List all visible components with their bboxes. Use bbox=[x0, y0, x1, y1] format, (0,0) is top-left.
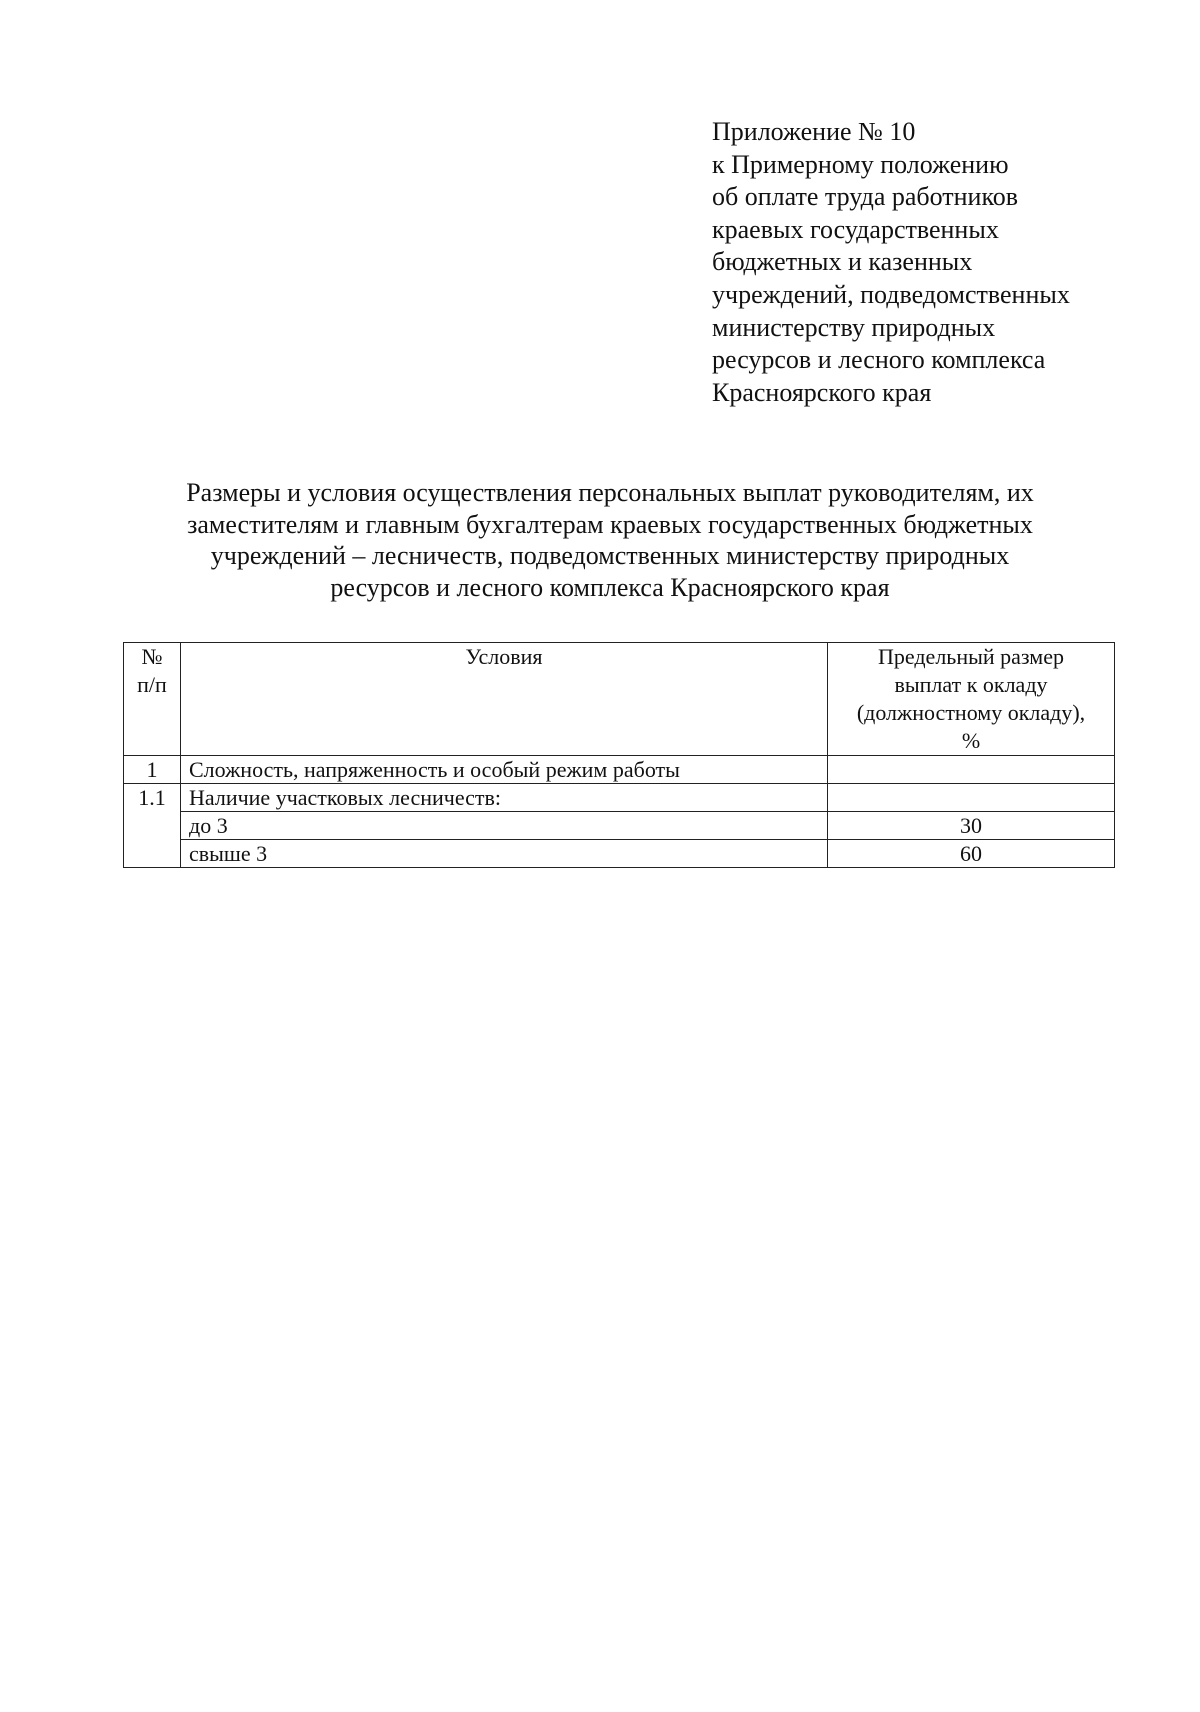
appendix-line: краевых государственных bbox=[712, 214, 999, 244]
table-row bbox=[124, 756, 1115, 784]
row-condition: Наличие участковых лесничеств: bbox=[181, 784, 828, 812]
payments-table bbox=[123, 642, 1115, 868]
row-limit bbox=[828, 784, 1115, 812]
row-condition: до 3 bbox=[181, 812, 828, 840]
title-line: заместителям и главным бухгалтерам краевых государственных бюджетных bbox=[187, 509, 1033, 539]
table-row bbox=[124, 840, 1115, 868]
header-conditions: Условия bbox=[181, 643, 828, 756]
table-row bbox=[124, 812, 1115, 840]
appendix-block bbox=[712, 116, 1132, 409]
row-limit: 30 bbox=[828, 812, 1115, 840]
appendix-line: бюджетных и казенных bbox=[712, 247, 973, 277]
appendix-line: учреждений, подведомственных bbox=[712, 279, 1070, 309]
row-condition: свыше 3 bbox=[181, 840, 828, 868]
header-number: № п/п bbox=[124, 643, 181, 756]
appendix-line: об оплате труда работников bbox=[712, 182, 1019, 212]
table-header-row bbox=[124, 643, 1115, 756]
title-line: учреждений – лесничеств, подведомственных министерству природных bbox=[210, 541, 1010, 570]
title-line: ресурсов и лесного комплекса Красноярского края bbox=[330, 572, 890, 602]
appendix-line: ресурсов и лесного комплекса bbox=[712, 345, 1046, 375]
row-limit: 60 bbox=[828, 840, 1115, 868]
row-condition: Сложность, напряженность и особый режим работы bbox=[181, 756, 828, 784]
appendix-line: министерству природных bbox=[712, 312, 996, 342]
header-limit: Предельный размер выплат к окладу (должностному окладу), % bbox=[828, 643, 1115, 756]
appendix-line: к Примерному положению bbox=[712, 149, 1009, 179]
title-line: Размеры и условия осуществления персональных выплат руководителям, их bbox=[186, 478, 1034, 507]
document-title bbox=[120, 477, 1100, 603]
table-row bbox=[124, 784, 1115, 812]
row-number: 1 bbox=[124, 756, 181, 784]
row-number: 1.1 bbox=[124, 784, 181, 868]
row-limit bbox=[828, 756, 1115, 784]
appendix-line: Приложение № 10 bbox=[712, 117, 916, 146]
appendix-line: Красноярского края bbox=[712, 377, 932, 407]
